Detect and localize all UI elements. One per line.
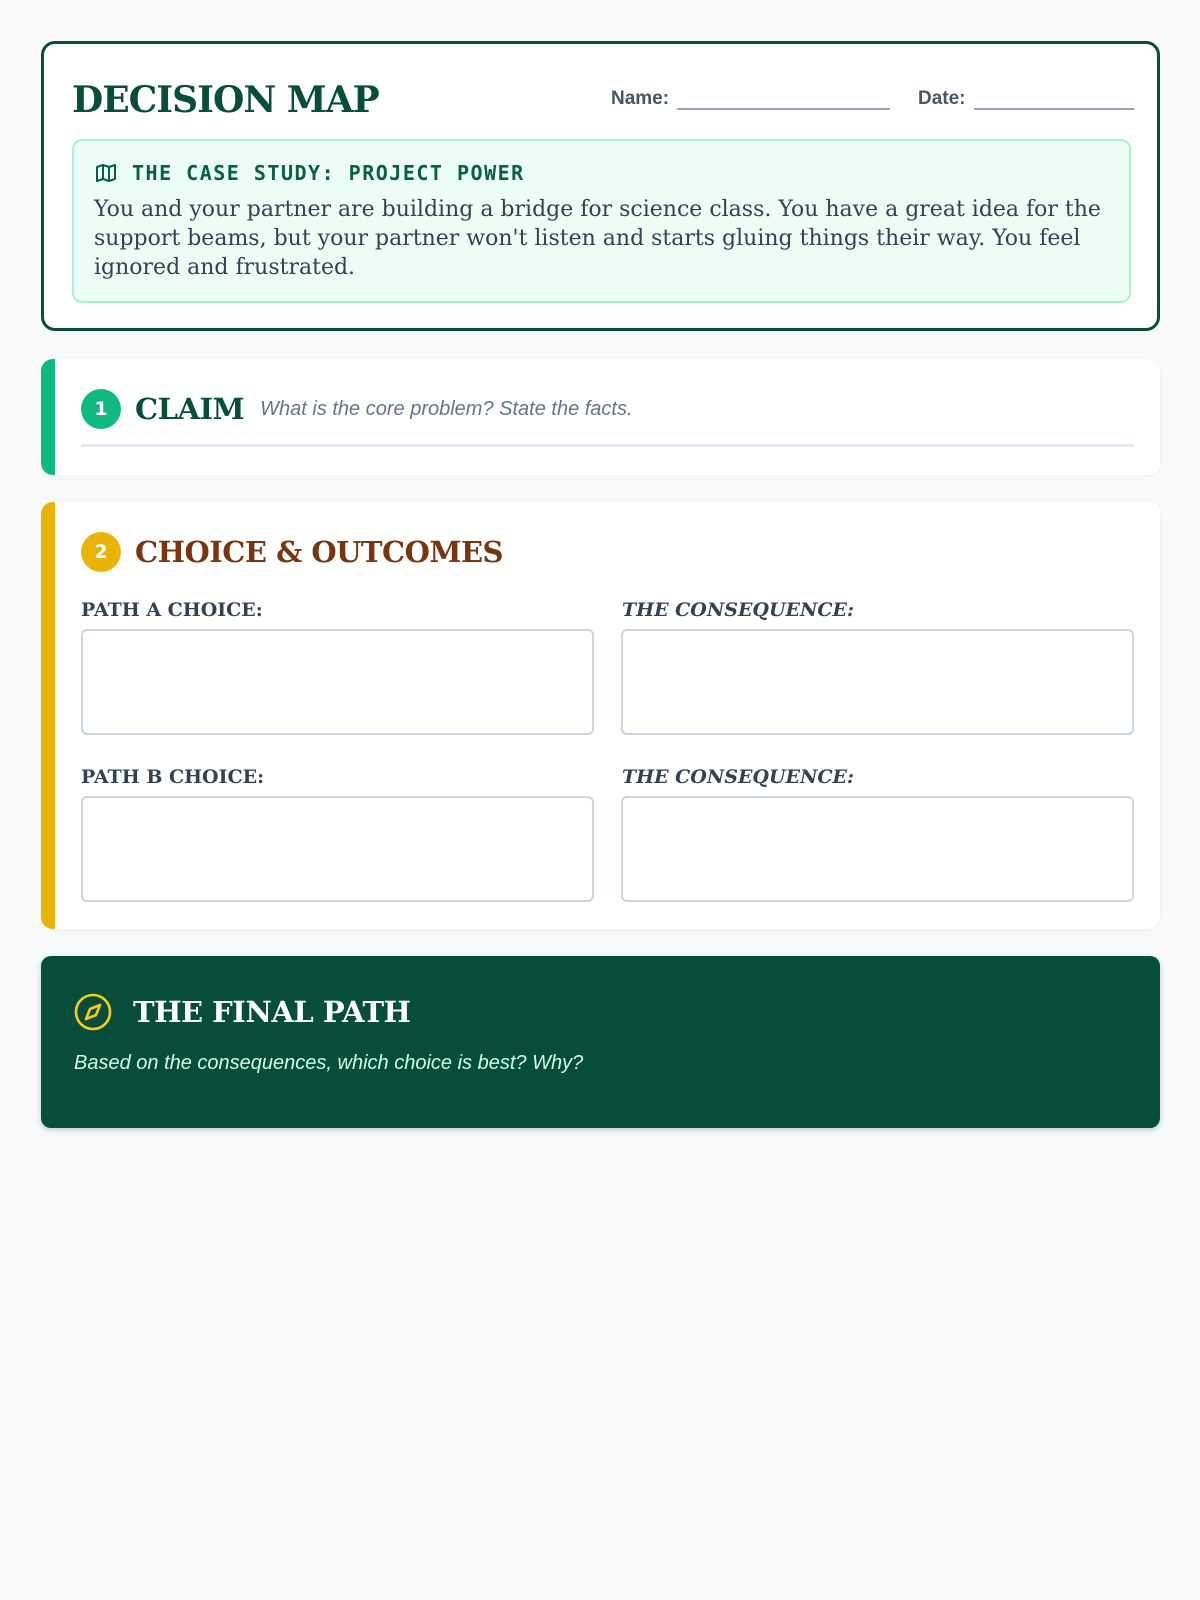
case-study-text: You and your partner are building a bridge for science class. You have a great idea for the support beams, but your partner won't listen and starts gluing things their way. You feel ignored and frustrated. [94,197,1101,280]
choices-section [41,502,1160,929]
path-b-consequence-box[interactable] [621,796,1134,902]
path-a-label: PATH A CHOICE: [81,599,263,621]
choices-accent-stripe [41,502,55,929]
date-input-line[interactable] [974,88,1134,110]
final-path-heading [73,992,410,1032]
case-study-title: THE CASE STUDY: PROJECT POWER [132,161,525,185]
step-number-badge: 1 [81,389,121,429]
path-a-consequence-label: THE CONSEQUENCE: [622,599,855,621]
case-study-heading [94,161,525,185]
path-a-consequence-box[interactable] [621,629,1134,735]
page-title: DECISION MAP [72,79,379,121]
claim-heading [81,389,633,429]
final-path-section [41,956,1160,1128]
path-b-choice-box[interactable] [81,796,594,902]
claim-section [41,359,1160,475]
date-field[interactable] [918,88,1134,110]
choices-heading [81,532,503,572]
path-b-consequence-label: THE CONSEQUENCE: [622,766,855,788]
claim-answer-line[interactable] [81,444,1134,447]
date-label: Date: [918,88,966,109]
name-field[interactable] [611,88,890,110]
final-path-prompt[interactable]: Based on the consequences, which choice is best? Why? [74,1052,584,1074]
claim-prompt: What is the core problem? State the facts. [260,397,633,420]
name-label: Name: [611,88,670,109]
case-study-box [72,139,1131,303]
final-path-title: THE FINAL PATH [133,995,411,1029]
step-number-badge: 2 [81,532,121,572]
path-a-choice-box[interactable] [81,629,594,735]
map-icon [94,161,118,185]
claim-accent-stripe [41,359,55,475]
name-input-line[interactable] [677,88,890,110]
choices-title: CHOICE & OUTCOMES [135,535,503,569]
compass-icon [73,992,113,1032]
worksheet-header [41,41,1160,331]
path-b-label: PATH B CHOICE: [81,766,265,788]
claim-title: CLAIM [135,392,245,426]
